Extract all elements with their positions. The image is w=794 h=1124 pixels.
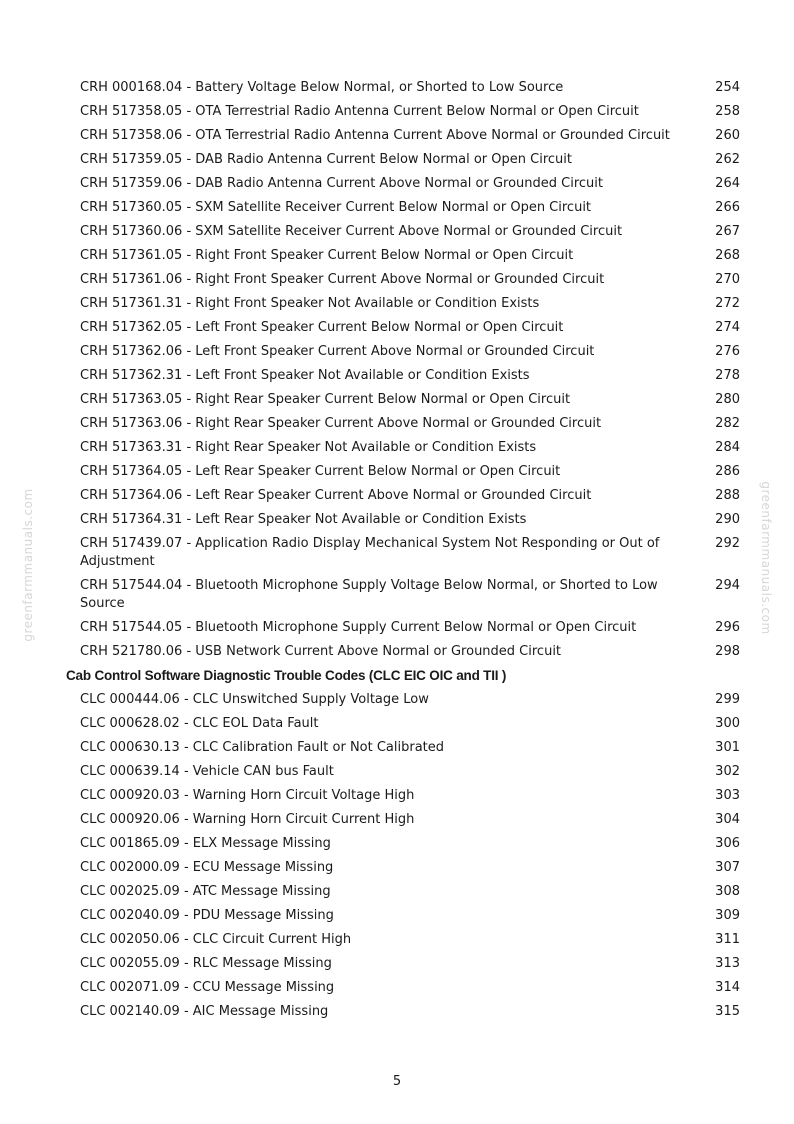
toc-entry[interactable] <box>66 100 756 124</box>
toc-entry-title: CRH 517358.06 - OTA Terrestrial Radio Antenna Current Above Normal or Grounded Circuit <box>80 128 670 143</box>
toc-entry[interactable] <box>66 784 756 808</box>
toc-entry[interactable] <box>66 268 756 292</box>
page-number: 5 <box>392 1074 402 1089</box>
toc-entry[interactable] <box>66 196 756 220</box>
toc-entry[interactable] <box>66 172 756 196</box>
toc-entry-page: 292 <box>715 536 740 551</box>
toc-entry-page: 298 <box>715 644 740 659</box>
watermark-left: greenfarmmanuals.com <box>21 488 35 642</box>
toc-entry-title: CLC 000920.06 - Warning Horn Circuit Current High <box>80 812 415 827</box>
toc-entry[interactable] <box>66 76 756 100</box>
toc-entry-page: 284 <box>715 440 740 455</box>
toc-entry[interactable] <box>66 316 756 340</box>
toc-entry-title: CLC 000630.13 - CLC Calibration Fault or Not Calibrated <box>80 740 445 755</box>
toc-entry-page: 254 <box>715 80 740 95</box>
toc-entry-title: CRH 517362.06 - Left Front Speaker Current Above Normal or Grounded Circuit <box>80 344 595 359</box>
toc-entry[interactable] <box>66 1000 756 1024</box>
toc-entry-title: CLC 002050.06 - CLC Circuit Current High <box>80 932 352 947</box>
toc-entry[interactable] <box>66 928 756 952</box>
toc-entry-page: 309 <box>715 908 740 923</box>
toc-entry-page: 278 <box>715 368 740 383</box>
toc-entry[interactable] <box>66 508 756 532</box>
toc-entry-title: CRH 517439.07 - Application Radio Display Mechanical System Not Responding or Out of Adjustment <box>80 536 660 569</box>
table-of-contents <box>66 76 756 1024</box>
toc-entry-title: CRH 517544.05 - Bluetooth Microphone Supply Current Below Normal or Open Circuit <box>80 620 637 635</box>
toc-entry[interactable] <box>66 616 756 640</box>
toc-entry-title: CLC 002140.09 - AIC Message Missing <box>80 1004 329 1019</box>
toc-entry-page: 280 <box>715 392 740 407</box>
toc-entry-title: CRH 000168.04 - Battery Voltage Below Normal, or Shorted to Low Source <box>80 80 564 95</box>
toc-entry[interactable] <box>66 952 756 976</box>
toc-entry-page: 313 <box>715 956 740 971</box>
toc-entry-title: CRH 517360.05 - SXM Satellite Receiver Current Below Normal or Open Circuit <box>80 200 592 215</box>
toc-entry[interactable] <box>66 484 756 508</box>
clc-entries <box>66 688 756 1024</box>
toc-entry[interactable] <box>66 976 756 1000</box>
toc-entry[interactable] <box>66 436 756 460</box>
toc-entry-title: CRH 517363.06 - Right Rear Speaker Current Above Normal or Grounded Circuit <box>80 416 602 431</box>
toc-entry-title: CLC 002040.09 - PDU Message Missing <box>80 908 334 923</box>
watermark-right: greenfarmmanuals.com <box>759 481 773 635</box>
toc-entry-title: CLC 002025.09 - ATC Message Missing <box>80 884 331 899</box>
crh-entries <box>66 76 756 664</box>
toc-entry-page: 266 <box>715 200 740 215</box>
toc-entry-page: 272 <box>715 296 740 311</box>
toc-entry[interactable] <box>66 880 756 904</box>
toc-entry-title: CRH 517363.05 - Right Rear Speaker Current Below Normal or Open Circuit <box>80 392 571 407</box>
toc-entry[interactable] <box>66 292 756 316</box>
toc-entry[interactable] <box>66 244 756 268</box>
toc-entry-page: 258 <box>715 104 740 119</box>
toc-entry-page: 306 <box>715 836 740 851</box>
toc-entry-title: CRH 517544.04 - Bluetooth Microphone Supply Voltage Below Normal, or Shorted to Low Source <box>80 578 658 611</box>
toc-entry[interactable] <box>66 760 756 784</box>
toc-entry-page: 301 <box>715 740 740 755</box>
section-heading: Cab Control Software Diagnostic Trouble Codes (CLC EIC OIC and TII ) <box>66 668 507 683</box>
toc-entry-title: CRH 517359.05 - DAB Radio Antenna Current Below Normal or Open Circuit <box>80 152 572 167</box>
toc-entry-title: CRH 517361.31 - Right Front Speaker Not Available or Condition Exists <box>80 296 540 311</box>
toc-entry-title: CRH 517364.05 - Left Rear Speaker Current Below Normal or Open Circuit <box>80 464 561 479</box>
toc-entry-title: CLC 002055.09 - RLC Message Missing <box>80 956 332 971</box>
toc-entry-title: CLC 000920.03 - Warning Horn Circuit Voltage High <box>80 788 415 803</box>
toc-entry-page: 314 <box>715 980 740 995</box>
toc-entry-page: 267 <box>715 224 740 239</box>
toc-entry[interactable] <box>66 688 756 712</box>
toc-entry-page: 260 <box>715 128 740 143</box>
toc-entry-page: 308 <box>715 884 740 899</box>
toc-entry-page: 286 <box>715 464 740 479</box>
toc-entry-page: 270 <box>715 272 740 287</box>
toc-entry[interactable] <box>66 640 756 664</box>
toc-entry-title: CLC 002071.09 - CCU Message Missing <box>80 980 335 995</box>
toc-entry[interactable] <box>66 364 756 388</box>
toc-entry[interactable] <box>66 532 756 574</box>
toc-entry-page: 300 <box>715 716 740 731</box>
toc-entry[interactable] <box>66 574 756 616</box>
toc-entry-page: 264 <box>715 176 740 191</box>
toc-entry-title: CRH 517363.31 - Right Rear Speaker Not Available or Condition Exists <box>80 440 537 455</box>
toc-entry[interactable] <box>66 148 756 172</box>
toc-entry-title: CRH 517362.05 - Left Front Speaker Current Below Normal or Open Circuit <box>80 320 564 335</box>
toc-entry-page: 282 <box>715 416 740 431</box>
toc-entry-title: CRH 521780.06 - USB Network Current Above Normal or Grounded Circuit <box>80 644 562 659</box>
toc-entry-title: CRH 517364.06 - Left Rear Speaker Current Above Normal or Grounded Circuit <box>80 488 592 503</box>
toc-entry-page: 299 <box>715 692 740 707</box>
toc-entry-title: CRH 517361.06 - Right Front Speaker Current Above Normal or Grounded Circuit <box>80 272 605 287</box>
toc-entry-page: 276 <box>715 344 740 359</box>
toc-entry-page: 288 <box>715 488 740 503</box>
toc-entry-title: CLC 001865.09 - ELX Message Missing <box>80 836 331 851</box>
toc-entry-page: 296 <box>715 620 740 635</box>
toc-entry-page: 274 <box>715 320 740 335</box>
toc-entry[interactable] <box>66 388 756 412</box>
toc-entry-page: 268 <box>715 248 740 263</box>
toc-entry[interactable] <box>66 220 756 244</box>
toc-entry-page: 304 <box>715 812 740 827</box>
toc-entry[interactable] <box>66 460 756 484</box>
toc-entry[interactable] <box>66 904 756 928</box>
toc-entry-title: CRH 517358.05 - OTA Terrestrial Radio Antenna Current Below Normal or Open Circuit <box>80 104 639 119</box>
toc-entry-page: 307 <box>715 860 740 875</box>
toc-entry[interactable] <box>66 832 756 856</box>
toc-entry[interactable] <box>66 712 756 736</box>
toc-entry-title: CRH 517360.06 - SXM Satellite Receiver Current Above Normal or Grounded Circuit <box>80 224 623 239</box>
toc-entry-page: 290 <box>715 512 740 527</box>
toc-entry[interactable] <box>66 808 756 832</box>
toc-entry-title: CRH 517359.06 - DAB Radio Antenna Current Above Normal or Grounded Circuit <box>80 176 603 191</box>
toc-entry-page: 302 <box>715 764 740 779</box>
toc-entry-title: CLC 002000.09 - ECU Message Missing <box>80 860 334 875</box>
toc-entry-page: 315 <box>715 1004 740 1019</box>
toc-entry-page: 303 <box>715 788 740 803</box>
toc-entry-title: CLC 000444.06 - CLC Unswitched Supply Voltage Low <box>80 692 429 707</box>
toc-entry-title: CLC 000628.02 - CLC EOL Data Fault <box>80 716 319 731</box>
toc-entry[interactable] <box>66 124 756 148</box>
toc-entry-title: CLC 000639.14 - Vehicle CAN bus Fault <box>80 764 334 779</box>
toc-entry-title: CRH 517361.05 - Right Front Speaker Current Below Normal or Open Circuit <box>80 248 574 263</box>
toc-entry-title: CRH 517362.31 - Left Front Speaker Not Available or Condition Exists <box>80 368 530 383</box>
toc-entry[interactable] <box>66 340 756 364</box>
toc-entry-page: 262 <box>715 152 740 167</box>
toc-entry[interactable] <box>66 736 756 760</box>
toc-entry-title: CRH 517364.31 - Left Rear Speaker Not Available or Condition Exists <box>80 512 527 527</box>
toc-entry[interactable] <box>66 412 756 436</box>
toc-entry-page: 311 <box>715 932 740 947</box>
toc-entry-page: 294 <box>715 578 740 593</box>
toc-entry[interactable] <box>66 856 756 880</box>
